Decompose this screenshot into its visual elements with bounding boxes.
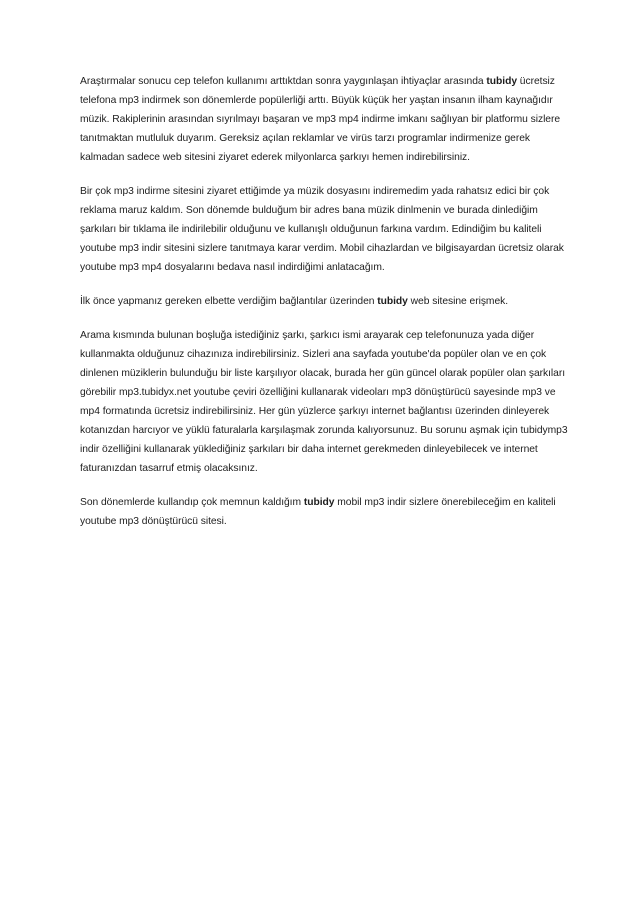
text-run: Araştırmalar sonucu cep telefon kullanımı arttıktdan sonra yaygınlaşan ihtiyaçlar arasında [80, 76, 487, 87]
text-run: ücretsiz telefona mp3 indirmek son dönemlerde popülerliği arttı. Büyük küçük her yaştan insanın ilham kaynağıdır müzik. Rakiplerinin arasından sıyrılmayı başaran ve mp3 mp4 indirme imkanı sağlıyan bir platformu sizlere tanıtmaktan mutluluk duyarım. Gereksiz açılan reklamlar ve virüs tarzı programlar indirmenize gerek kalmadan sadece web sitesini ziyaret ederek milyonlarca şarkıyı hemen indirebilirsiniz. [80, 76, 561, 163]
paragraph-experience [80, 182, 570, 277]
text-run: web sitesine erişmek. [407, 296, 509, 307]
keyword-tubidy: tubidy [303, 497, 335, 508]
text-run: Bir çok mp3 indirme sitesini ziyaret ettiğimde ya müzik dosyasını indiremedim yada rahatsız edici bir çok reklama maruz kaldım. Son dönemde bulduğum bir adres bana müzik dinlmenin ve burada dinlediğim şarkıları bir tıklama ile indirilebilir olduğunu ve kullanışlı olduğunun farkına vardım. Edindiğim bu kaliteli youtube mp3 indir sitesini sizlere tanıtmaya karar verdim. Mobil cihazlardan ve bilgisayardan ücretsiz olarak youtube mp3 mp4 dosyalarını bedava nasıl indirdiğimi anlatacağım. [80, 186, 564, 273]
text-run: mobil mp3 indir sizlere önerebileceğim en kaliteli youtube mp3 dönüştürücü sitesi. [80, 497, 556, 527]
paragraph-intro [80, 72, 570, 167]
text-run: İlk önce yapmanız gereken elbette verdiğim bağlantılar üzerinden [80, 296, 378, 307]
text-run: Son dönemlerde kullandıp çok memnun kaldığım [80, 497, 304, 508]
paragraph-conclusion [80, 493, 570, 531]
document-page [80, 72, 570, 546]
keyword-tubidy: tubidy [486, 76, 517, 87]
text-run: Arama kısmında bulunan boşluğa istediğiniz şarkı, şarkıcı ismi arayarak cep telefonunuza yada diğer kullanmakta olduğunuz cihazınıza indirebilirsiniz. Sizleri ana sayfada youtube'da popüler olan ve en çok dinlenen müziklerin bulunduğu bir liste karşılıyor olacak, burada her gün güncel olarak popüler olan şarkıları görebilir mp3.tubidyx.net youtube çeviri özelliğini kullanarak videoları mp3 dönüştürücü sayesinde mp3 ve mp4 formatında ücretsiz indirebilirsiniz. Her gün yüzlerce şarkıyı internet bağlantısı üzerinden dinleyerek kotanızdan harcıyor ve yüklü faturalarla karşılaşmak zorunda kalıyorsunuz. Bu sorunu aşmak için tubidymp3 indir özelliğini kullanarak yüklediğiniz şarkıları bir daha internet gerekmeden dinleyebilecek ve internet faturanızdan tasarruf etmiş olacaksınız. [80, 330, 568, 474]
paragraph-first-step [80, 292, 570, 311]
keyword-tubidy: tubidy [377, 296, 408, 307]
paragraph-search-usage [80, 326, 570, 478]
